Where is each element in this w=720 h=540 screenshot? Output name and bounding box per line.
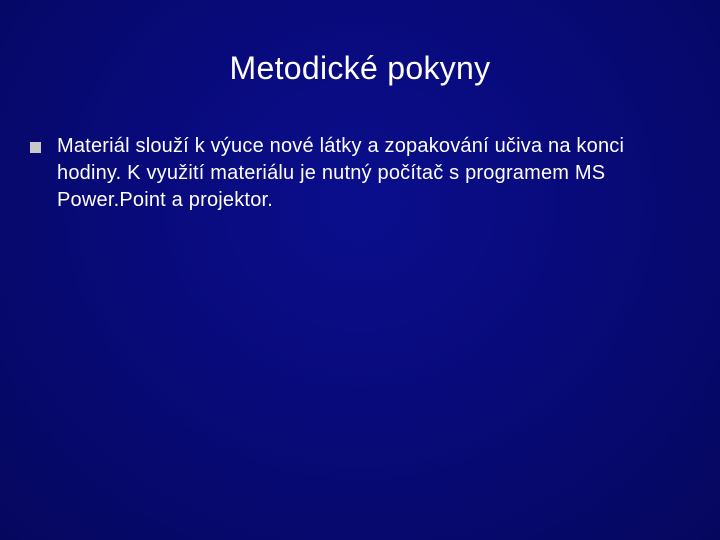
slide-title: Metodické pokyny bbox=[229, 50, 491, 86]
bullet-item bbox=[26, 133, 686, 214]
bullet-list bbox=[26, 133, 686, 214]
bullet-text: Materiál slouží k výuce nové látky a zopakování učiva na konci hodiny. K využití materiálu je nutný počítač s programem MS Power.Point a projektor. bbox=[57, 135, 625, 211]
square-bullet-icon bbox=[30, 142, 41, 153]
